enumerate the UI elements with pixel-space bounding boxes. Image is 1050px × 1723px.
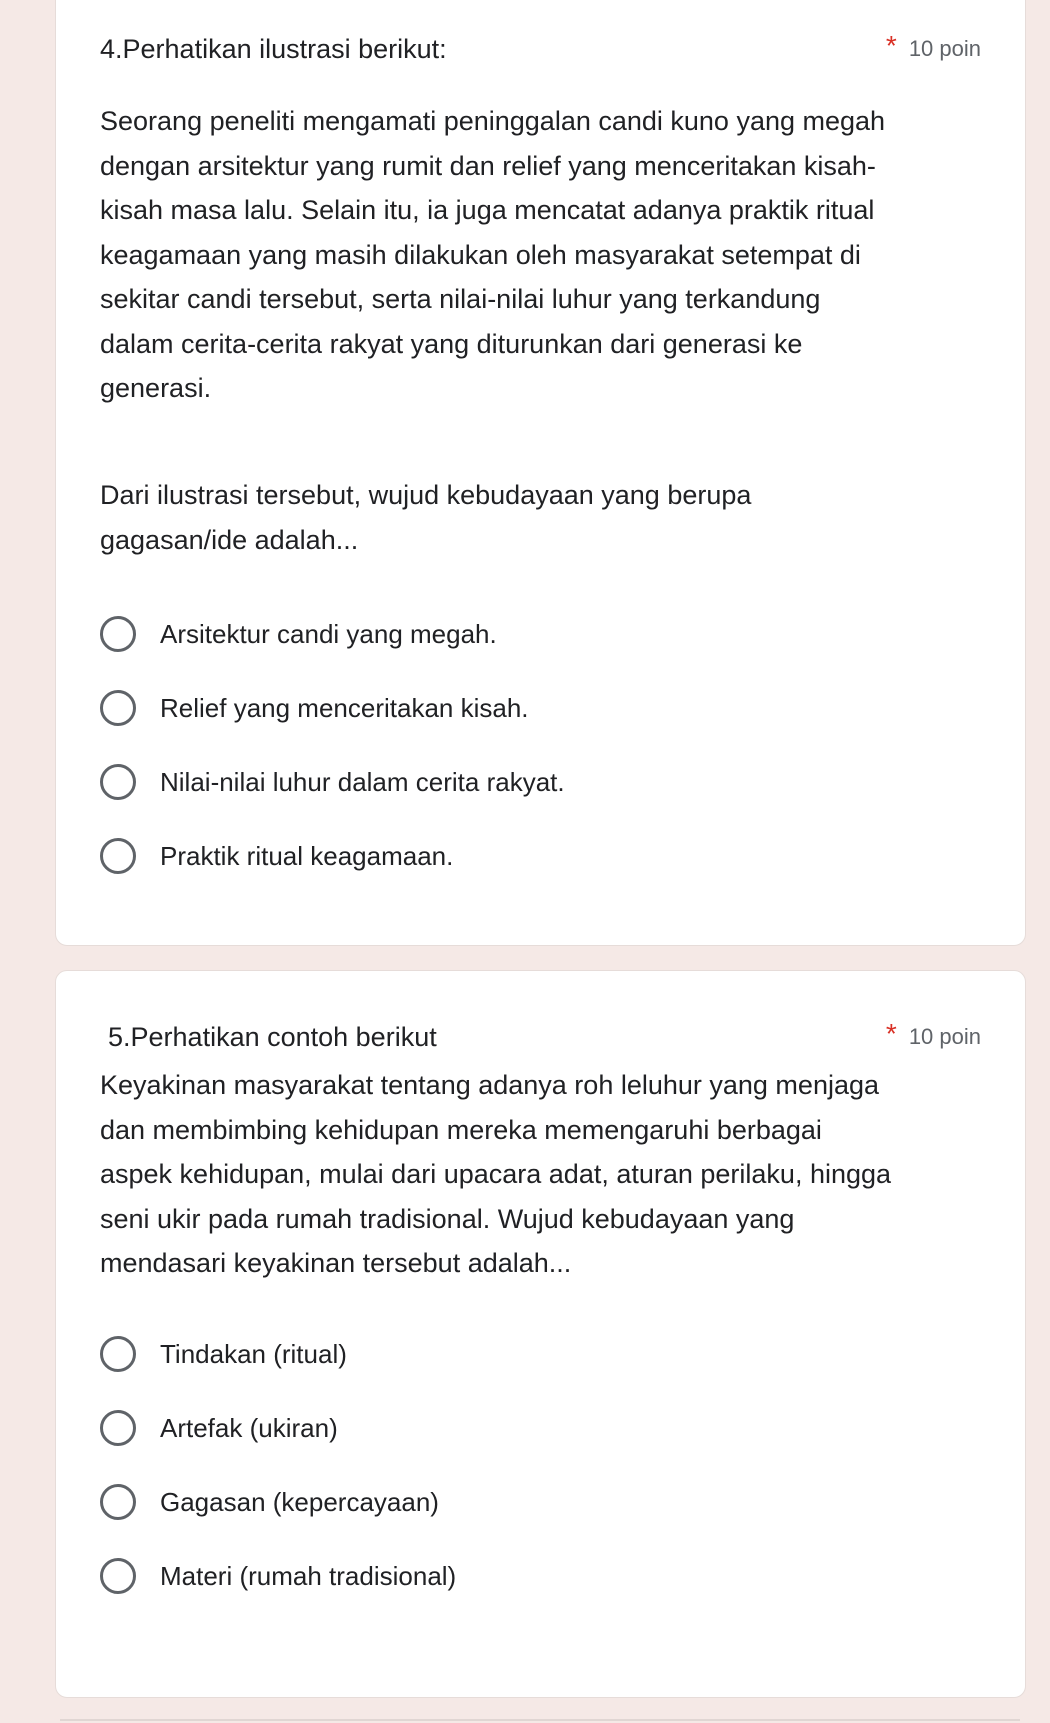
question-header	[100, 1019, 981, 1055]
option-label: Arsitektur candi yang megah.	[160, 618, 497, 649]
option-label: Tindakan (ritual)	[160, 1338, 347, 1369]
question-title: 4.Perhatikan ilustrasi berikut:	[100, 34, 447, 64]
radio-option[interactable]	[100, 1317, 456, 1391]
radio-option[interactable]	[100, 1391, 456, 1465]
radio-option[interactable]	[100, 671, 565, 745]
question-card-4	[55, 0, 1026, 946]
option-label: Gagasan (kepercayaan)	[160, 1486, 439, 1517]
question-meta	[886, 31, 981, 67]
option-label: Praktik ritual keagamaan.	[160, 840, 454, 871]
radio-option[interactable]	[100, 1539, 456, 1613]
radio-button-icon[interactable]	[100, 690, 136, 726]
question-header	[100, 31, 981, 67]
question-card-5	[55, 970, 1026, 1698]
points-label: 10 poin	[908, 36, 981, 61]
required-asterisk: *	[885, 1018, 897, 1049]
question-description: Seorang peneliti mengamati peninggalan candi kuno yang megah dengan arsitektur yang rumit dan relief yang menceritakan kisah-kisah masa lalu. Selain itu, ia juga mencatat adanya praktik ritual keagamaan yang masih dilakukan oleh masyarakat setempat di sekitar candi tersebut, serta nilai-nilai luhur yang terkandung dalam cerita-cerita rakyat yang diturunkan dari generasi ke generasi.	[100, 106, 886, 403]
radio-group	[100, 1317, 456, 1613]
question-meta	[886, 1019, 981, 1055]
question-title: 5.Perhatikan contoh berikut	[108, 1022, 437, 1052]
radio-option[interactable]	[100, 1465, 456, 1539]
option-label: Relief yang menceritakan kisah.	[160, 692, 529, 723]
required-asterisk: *	[885, 30, 897, 61]
radio-button-icon[interactable]	[100, 1410, 136, 1446]
divider	[60, 1719, 1020, 1721]
option-label: Artefak (ukiran)	[160, 1412, 338, 1443]
question-description: Keyakinan masyarakat tentang adanya roh leluhur yang menjaga dan membimbing kehidupan mereka memengaruhi berbagai aspek kehidupan, mulai dari upacara adat, aturan perilaku, hingga seni ukir pada rumah tradisional. Wujud kebudayaan yang mendasari keyakinan tersebut adalah...	[100, 1070, 892, 1278]
radio-button-icon[interactable]	[100, 1558, 136, 1594]
radio-button-icon[interactable]	[100, 764, 136, 800]
radio-group	[100, 597, 565, 893]
radio-button-icon[interactable]	[100, 1336, 136, 1372]
question-prompt: Dari ilustrasi tersebut, wujud kebudayaan yang berupa gagasan/ide adalah...	[100, 480, 752, 555]
radio-button-icon[interactable]	[100, 616, 136, 652]
points-label: 10 poin	[908, 1024, 981, 1049]
option-label: Nilai-nilai luhur dalam cerita rakyat.	[160, 766, 565, 797]
radio-option[interactable]	[100, 819, 565, 893]
option-label: Materi (rumah tradisional)	[160, 1560, 457, 1591]
radio-option[interactable]	[100, 745, 565, 819]
radio-option[interactable]	[100, 597, 565, 671]
radio-button-icon[interactable]	[100, 838, 136, 874]
radio-button-icon[interactable]	[100, 1484, 136, 1520]
